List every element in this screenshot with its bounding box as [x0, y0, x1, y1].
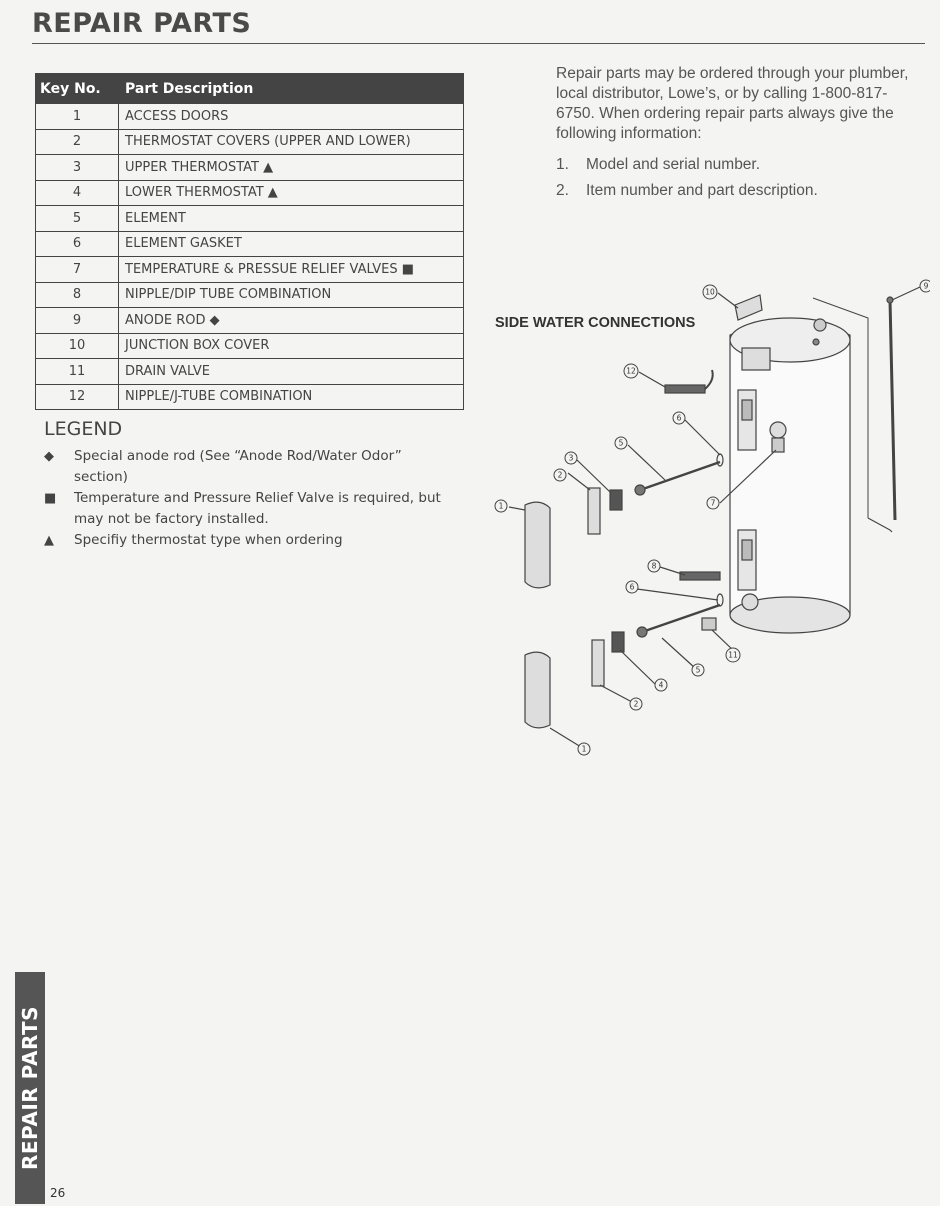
- key-no-cell: 12: [36, 384, 119, 410]
- callout-number: 10: [705, 287, 715, 297]
- part-description-cell: DRAIN VALVE: [119, 359, 464, 385]
- callout-number: 4: [658, 680, 664, 690]
- repair-parts-table: [35, 73, 464, 410]
- step-text: Item number and part description.: [586, 182, 818, 199]
- callout-6-lower: [626, 581, 638, 593]
- table-row: [36, 359, 464, 385]
- legend-item: [42, 488, 442, 530]
- callout-12: [624, 364, 638, 378]
- callout-1: [495, 500, 507, 512]
- part-description-cell: JUNCTION BOX COVER: [119, 333, 464, 359]
- part-description-cell: ELEMENT GASKET: [119, 231, 464, 257]
- callout-9: [920, 280, 930, 292]
- key-no-cell: 4: [36, 180, 119, 206]
- table-row: [36, 129, 464, 155]
- callout-number: 6: [676, 413, 682, 423]
- key-no-cell: 6: [36, 231, 119, 257]
- table-row: [36, 384, 464, 410]
- part-description-cell: ANODE ROD ◆: [119, 308, 464, 334]
- key-no-cell: 5: [36, 206, 119, 232]
- callout-2: [554, 469, 566, 481]
- callout-number: 5: [618, 438, 624, 448]
- callout-number: 3: [568, 453, 574, 463]
- legend-text: Special anode rod (See “Anode Rod/Water Odor” section): [74, 448, 402, 485]
- step-number: 2.: [556, 182, 569, 199]
- side-section-tab: [15, 972, 45, 1204]
- callout-2-lower: [630, 698, 642, 710]
- key-no-cell: 11: [36, 359, 119, 385]
- callout-11: [726, 648, 740, 662]
- legend-title: LEGEND: [44, 418, 123, 440]
- diamond-icon: ◆: [44, 449, 54, 464]
- callout-number: 2: [557, 470, 563, 480]
- callout-number: 6: [629, 582, 635, 592]
- page-title: REPAIR PARTS: [32, 8, 252, 39]
- callout-number: 2: [633, 699, 639, 709]
- legend-text: Specifiy thermostat type when ordering: [74, 532, 343, 548]
- callout-1-lower: [578, 743, 590, 755]
- part-description-cell: TEMPERATURE & PRESSUE RELIEF VALVES ■: [119, 257, 464, 283]
- key-no-cell: 10: [36, 333, 119, 359]
- triangle-icon: ▲: [44, 533, 54, 548]
- side-tab-label: REPAIR PARTS: [18, 1005, 42, 1171]
- step-number: 1.: [556, 156, 569, 173]
- callout-number: 1: [581, 744, 587, 754]
- water-heater-exploded-diagram: [480, 270, 930, 770]
- callout-5: [615, 437, 627, 449]
- callout-number: 9: [923, 281, 929, 291]
- step-text: Model and serial number.: [586, 156, 761, 173]
- callout-8: [648, 560, 660, 572]
- title-divider: [32, 43, 925, 44]
- part-description-cell: THERMOSTAT COVERS (UPPER AND LOWER): [119, 129, 464, 155]
- key-no-cell: 2: [36, 129, 119, 155]
- part-description-cell: NIPPLE/DIP TUBE COMBINATION: [119, 282, 464, 308]
- legend-text: Temperature and Pressure Relief Valve is required, but may not be factory installed.: [74, 490, 441, 527]
- table-row: [36, 231, 464, 257]
- part-description-cell: LOWER THERMOSTAT ▲: [119, 180, 464, 206]
- ordering-instructions: Repair parts may be ordered through your plumber, local distributor, Lowe’s, or by calling 1-800-817-6750. When ordering repair parts always give the following information:: [556, 65, 909, 142]
- key-no-cell: 9: [36, 308, 119, 334]
- callout-number: 1: [498, 501, 504, 511]
- part-description-cell: NIPPLE/J-TUBE COMBINATION: [119, 384, 464, 410]
- table-row: [36, 180, 464, 206]
- key-no-cell: 7: [36, 257, 119, 283]
- part-description-cell: UPPER THERMOSTAT ▲: [119, 155, 464, 181]
- callout-number: 11: [728, 650, 738, 660]
- callout-6: [673, 412, 685, 424]
- table-row: [36, 104, 464, 130]
- part-description-cell: ACCESS DOORS: [119, 104, 464, 130]
- part-description-header: Part Description: [119, 74, 464, 104]
- key-no-cell: 8: [36, 282, 119, 308]
- legend-item: [42, 446, 442, 488]
- table-row: [36, 155, 464, 181]
- ordering-step: [556, 152, 916, 178]
- table-header-row: [36, 74, 464, 104]
- ordering-steps: [556, 152, 916, 204]
- table-row: [36, 308, 464, 334]
- table-row: [36, 257, 464, 283]
- callout-3: [565, 452, 577, 464]
- callout-number: 8: [651, 561, 657, 571]
- callout-4: [655, 679, 667, 691]
- page-number: 26: [50, 1186, 66, 1200]
- callout-10: [703, 285, 717, 299]
- callout-5-lower: [692, 664, 704, 676]
- square-icon: ■: [44, 491, 57, 506]
- legend-item: [42, 530, 442, 551]
- callout-number: 5: [695, 665, 701, 675]
- key-no-cell: 3: [36, 155, 119, 181]
- callout-labels: [495, 280, 930, 755]
- callout-7: [707, 497, 719, 509]
- key-no-header: Key No.: [36, 74, 119, 104]
- callout-number: 12: [626, 366, 636, 376]
- table-row: [36, 282, 464, 308]
- table-row: [36, 333, 464, 359]
- table-row: [36, 206, 464, 232]
- part-description-cell: ELEMENT: [119, 206, 464, 232]
- callout-number: 7: [710, 498, 716, 508]
- ordering-step: [556, 178, 916, 204]
- key-no-cell: 1: [36, 104, 119, 130]
- diagram-title: SIDE WATER CONNECTIONS: [495, 315, 696, 331]
- legend-list: [42, 446, 442, 551]
